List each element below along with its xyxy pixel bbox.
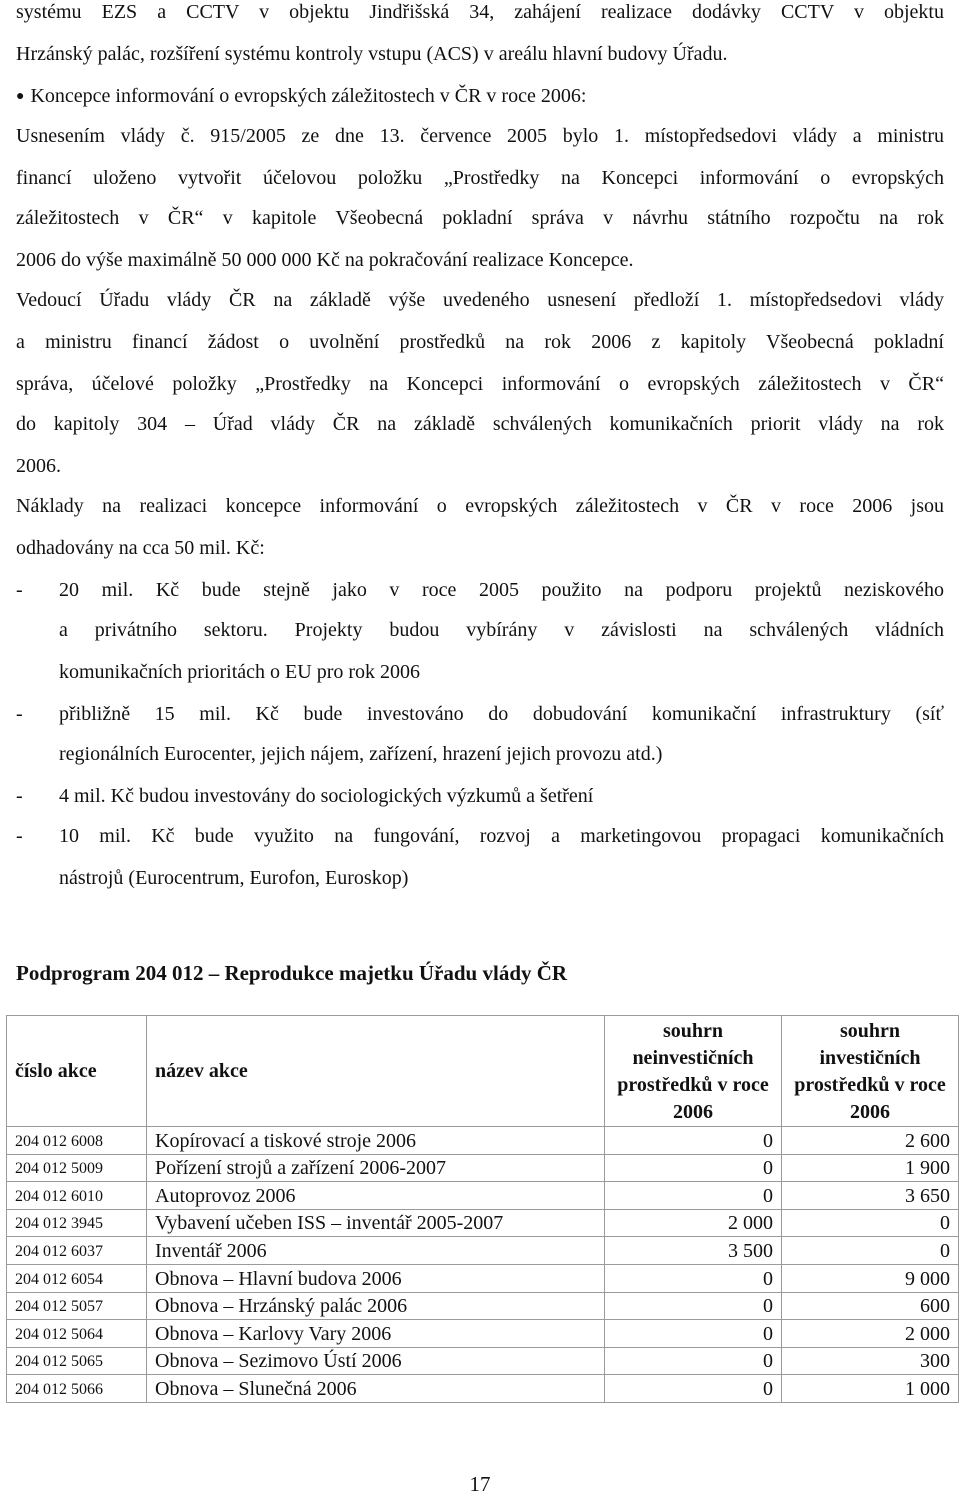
dash-3: - (16, 785, 23, 807)
action-name: Vybavení učeben ISS – inventář 2005-2007 (147, 1209, 605, 1237)
subprogram-heading: Podprogram 204 012 – Reprodukce majetku Úřadu vlády ČR (16, 961, 568, 985)
table-row (7, 1292, 959, 1320)
noninvestment-value: 2 000 (605, 1209, 782, 1237)
action-name: Obnova – Sezimovo Ústí 2006 (147, 1347, 605, 1375)
item-2-line-1: přibližně 15 mil. Kč bude investováno do dobudování komunikační infrastruktury (síť (59, 703, 944, 725)
action-number: 204 012 5066 (7, 1375, 147, 1403)
investment-value: 9 000 (782, 1264, 959, 1292)
investment-value: 600 (782, 1292, 959, 1320)
item-1-line-1: 20 mil. Kč bude stejně jako v roce 2005 použito na podporu projektů neziskového (59, 579, 944, 601)
action-number: 204 012 6010 (7, 1182, 147, 1210)
item-3-line-1: 4 mil. Kč budou investovány do sociologických výzkumů a šetření (59, 785, 594, 807)
bullet-icon: ● (16, 89, 25, 104)
action-number: 204 012 6037 (7, 1237, 147, 1265)
action-number: 204 012 3945 (7, 1209, 147, 1237)
table-row (7, 1154, 959, 1182)
noninvestment-value: 0 (605, 1347, 782, 1375)
actions-table (6, 1015, 959, 1403)
item-2-line-2: regionálních Eurocenter, jejich nájem, zařízení, hrazení jejich provozu atd.) (59, 743, 663, 765)
table-header-row (7, 1016, 959, 1127)
body-line-7: 2006 do výše maximálně 50 000 000 Kč na pokračování realizace Koncepce. (16, 249, 634, 271)
dash-2: - (16, 703, 23, 725)
action-name: Obnova – Slunečná 2006 (147, 1375, 605, 1403)
bullet-line (16, 84, 944, 109)
table-row (7, 1375, 959, 1403)
noninvestment-value: 0 (605, 1154, 782, 1182)
table-row (7, 1127, 959, 1155)
noninvestment-value: 0 (605, 1292, 782, 1320)
body-line-14: odhadovány na cca 50 mil. Kč: (16, 537, 265, 559)
noninvestment-value: 0 (605, 1320, 782, 1348)
investment-value: 0 (782, 1237, 959, 1265)
noninvestment-value: 3 500 (605, 1237, 782, 1265)
body-line-2: Hrzánský palác, rozšíření systému kontroly vstupu (ACS) v areálu hlavní budovy Úřadu. (16, 43, 728, 65)
body-line-4: Usnesením vlády č. 915/2005 ze dne 13. července 2005 bylo 1. místopředsedovi vlády a ministru (16, 125, 944, 147)
page-number: 17 (469, 1472, 491, 1496)
action-number: 204 012 5009 (7, 1154, 147, 1182)
investment-value: 300 (782, 1347, 959, 1375)
dash-4: - (16, 825, 23, 847)
table-row (7, 1264, 959, 1292)
header-noninvestment: souhrn neinvestičních prostředků v roce 2006 (605, 1016, 782, 1127)
item-1-line-3: komunikačních prioritách o EU pro rok 2006 (59, 661, 421, 683)
action-name: Pořízení strojů a zařízení 2006-2007 (147, 1154, 605, 1182)
action-name: Autoprovoz 2006 (147, 1182, 605, 1210)
action-number: 204 012 5064 (7, 1320, 147, 1348)
body-line-8: Vedoucí Úřadu vlády ČR na základě výše uvedeného usnesení předloží 1. místopředsedovi vlády (16, 289, 944, 311)
noninvestment-value: 0 (605, 1127, 782, 1155)
action-number: 204 012 6008 (7, 1127, 147, 1155)
body-line-5: financí uloženo vytvořit účelovou položku „Prostředky na Koncepci informování o evropských (16, 167, 944, 189)
noninvestment-value: 0 (605, 1182, 782, 1210)
body-line-6: záležitostech v ČR“ v kapitole Všeobecná pokladní správa v návrhu státního rozpočtu na rok (16, 207, 944, 229)
action-name: Inventář 2006 (147, 1237, 605, 1265)
dash-1: - (16, 579, 23, 601)
investment-value: 3 650 (782, 1182, 959, 1210)
action-number: 204 012 5065 (7, 1347, 147, 1375)
action-number: 204 012 5057 (7, 1292, 147, 1320)
item-4-line-2: nástrojů (Eurocentrum, Eurofon, Euroskop) (59, 867, 409, 889)
header-investment: souhrn investičních prostředků v roce 2006 (782, 1016, 959, 1127)
table-row (7, 1209, 959, 1237)
investment-value: 1 000 (782, 1375, 959, 1403)
bullet-text: Koncepce informování o evropských záležitostech v ČR v roce 2006: (30, 85, 587, 107)
table-row (7, 1237, 959, 1265)
action-number: 204 012 6054 (7, 1264, 147, 1292)
action-name: Kopírovací a tiskové stroje 2006 (147, 1127, 605, 1155)
noninvestment-value: 0 (605, 1375, 782, 1403)
item-4-line-1: 10 mil. Kč bude využito na fungování, rozvoj a marketingovou propagaci komunikačních (59, 825, 944, 847)
body-line-13: Náklady na realizaci koncepce informování o evropských záležitostech v ČR v roce 2006 jsou (16, 495, 944, 517)
body-line-12: 2006. (16, 455, 61, 477)
investment-value: 2 600 (782, 1127, 959, 1155)
table-row (7, 1182, 959, 1210)
body-line-11: do kapitoly 304 – Úřad vlády ČR na základě schválených komunikačních priorit vlády na rok (16, 413, 944, 435)
action-name: Obnova – Hrzánský palác 2006 (147, 1292, 605, 1320)
noninvestment-value: 0 (605, 1264, 782, 1292)
header-action-name: název akce (147, 1016, 605, 1127)
investment-value: 0 (782, 1209, 959, 1237)
body-line-10: správa, účelové položky „Prostředky na Koncepci informování o evropských záležitostech v ČR“ (16, 373, 944, 395)
action-name: Obnova – Karlovy Vary 2006 (147, 1320, 605, 1348)
table-row (7, 1320, 959, 1348)
investment-value: 2 000 (782, 1320, 959, 1348)
body-line-9: a ministru financí žádost o uvolnění prostředků na rok 2006 z kapitoly Všeobecná pokladní (16, 331, 944, 353)
header-action-number: číslo akce (7, 1016, 147, 1127)
action-name: Obnova – Hlavní budova 2006 (147, 1264, 605, 1292)
table-row (7, 1347, 959, 1375)
investment-value: 1 900 (782, 1154, 959, 1182)
body-line-1: systému EZS a CCTV v objektu Jindřišská 34, zahájení realizace dodávky CCTV v objektu (16, 1, 944, 23)
item-1-line-2: a privátního sektoru. Projekty budou vybírány v závislosti na schválených vládních (59, 619, 944, 641)
